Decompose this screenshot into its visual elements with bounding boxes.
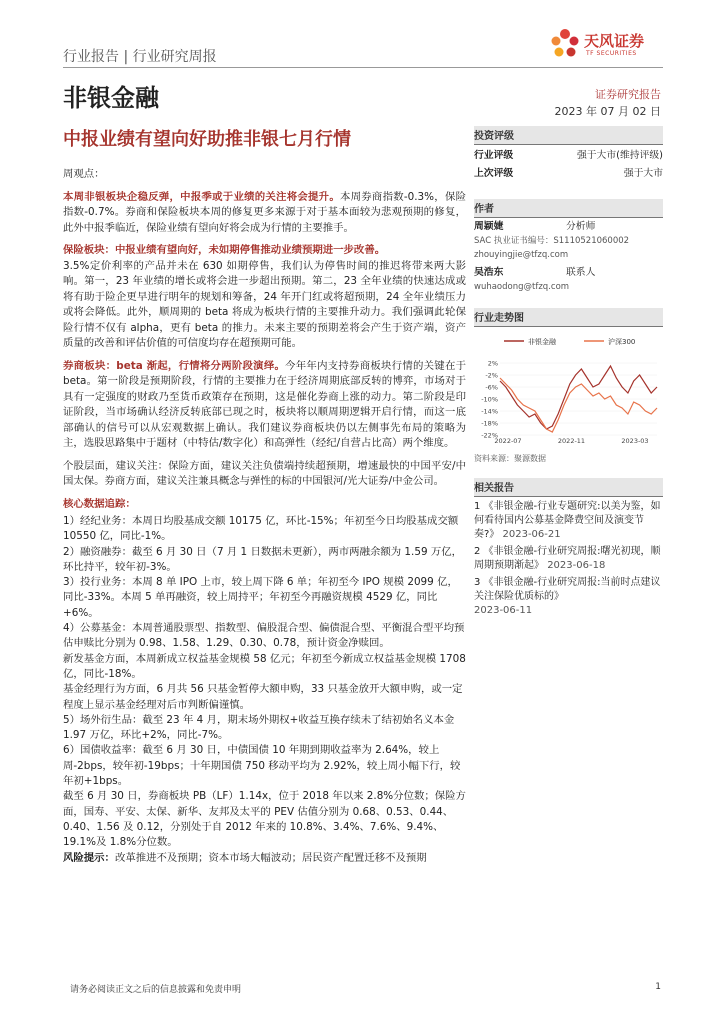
y-tick-label: -10% xyxy=(481,395,498,404)
tracking-item: 截至 6 月 30 日，券商板块 PB（LF）1.14x，位于 2018 年以来 2.8%分位数；保险方面，国寿、平安、太保、新华、友邦及太平的 PEV 估值分别为 0.68、0.53、0.44、0.40、1.56 及 0.12，分别处于自 2012 年来的 10.8%、3.4%、7.6%、9.4%、19.1%及 1.8%分位数。 xyxy=(63,790,466,849)
x-tick-label: 2022-07 xyxy=(494,437,522,445)
y-tick-label: -14% xyxy=(481,407,498,416)
trend-chart xyxy=(474,331,663,451)
paragraph-body: 今年年内支持券商板块行情的关键在于 beta。第一阶段是预期阶段，行情的主要推力在于经济周期底部反转的博弈，市场对于具有一定强度的财政乃至货币政策存在预期，这是催化券商上涨的动力。第二阶段是印证阶段，当市场确认经济反转底部已现之时，板块将以顺周期逻辑开启行情，而这一底部确认的信号可以从宏观数据上确认。我们建议券商板块仍以左侧事先布局的策略为主，选股思路集中于题材（中特估/数字化）和高弹性（经纪/自营占比高）两个维度。 xyxy=(63,359,466,449)
header-divider xyxy=(63,67,663,68)
report-title: 中报业绩有望向好助推非银七月行情 xyxy=(63,129,351,150)
related-report-item[interactable] xyxy=(474,545,663,573)
rating-key: 上次评级 xyxy=(474,168,514,179)
paragraph-stocks: 个股层面，建议关注：保险方面，建议关注负债端持续超预期，增速最快的中国平安/中国太保。券商方面，建议关注兼具概念与弹性的标的中国银河/光大证券/中金公司。 xyxy=(63,459,466,487)
paragraph-brokerage xyxy=(63,359,466,452)
author-email[interactable]: wuhaodong@tfzq.com xyxy=(474,282,570,292)
report-kind: 证券研究报告 xyxy=(595,88,661,101)
y-tick-label: -6% xyxy=(485,383,498,392)
related-report-title: 3 《非银金融-行业研究周报:当前时点建议关注保险优质标的》 xyxy=(474,577,661,602)
author-email[interactable]: zhouyingjie@tfzq.com xyxy=(474,250,569,260)
company-logo xyxy=(548,24,668,64)
related-report-title: 1 《非银金融-行业专题研究:以美为鉴，如何看待国内公募基金降费空间及演变节奏?》 xyxy=(474,501,661,540)
author-role: 联系人 xyxy=(566,267,596,278)
tracking-item: 5）场外衍生品：截至 23 年 4 月，期末场外期权+收益互换存续未了结初始名义本金 1.97 万亿，环比+2%，同比-7%。 xyxy=(63,713,455,742)
legend-label: 沪深300 xyxy=(608,338,636,346)
rating-row xyxy=(474,163,663,181)
tracking-item: 3）投行业务：本周 8 单 IPO 上市，较上周下降 6 单；年初至今 IPO 规模 2099 亿，同比-33%。本周 5 单再融资，较上周持平；年初至今再融资规模 4529 亿，同比+6%。 xyxy=(63,576,458,619)
related-report-date: 2023-06-21 xyxy=(502,529,561,540)
tracking-list xyxy=(63,514,466,866)
x-tick-label: 2023-03 xyxy=(621,437,649,445)
trend-chart-svg xyxy=(474,331,663,449)
author-block xyxy=(474,220,663,294)
tracking-item: 6）国债收益率：截至 6 月 30 日，中债国债 10 年期到期收益率为 2.64%，较上周-2bps，较年初-19bps；十年期国债 750 移动平均为 2.92%，较上周小幅下行，较年初+1bps。 xyxy=(63,744,461,788)
tracking-item: 新发基金方面，本周新成立权益基金规模 58 亿元；年初至今新成立权益基金规模 1708 亿，同比-18%。 xyxy=(63,652,466,680)
y-tick-label: -2% xyxy=(485,371,498,380)
author-section-title: 作者 xyxy=(474,199,663,218)
paragraph-lead: 保险板块：中报业绩有望向好，未如期停售推动业绩预期进一步改善。 xyxy=(63,244,386,256)
paragraph-insurance xyxy=(63,243,466,352)
paragraph-body: 本周券商指数-0.3%，保险指数-0.7%。券商和保险板块本周的修复更多来源于对于基本面较为悲观预期的修复，此外中报季临近，保险业绩有望向好将会成为行情的主要推手。 xyxy=(63,190,466,234)
related-report-date: 2023-06-11 xyxy=(474,605,533,616)
intro-label: 周观点： xyxy=(63,168,105,180)
x-tick-label: 2022-11 xyxy=(557,437,586,445)
page-number: 1 xyxy=(655,982,661,992)
tracking-item: 1）经纪业务：本周日均股基成交额 10175 亿，环比-15%；年初至今日均股基成交额 10550 亿，同比-1%。 xyxy=(63,515,459,543)
author-name: 吴浩东 xyxy=(474,267,504,278)
tracking-item: 基金经理行为方面，6 月共 56 只基金暂停大额申购，33 只基金放开大额申购，或一定程度上显示基金经理对后市判断偏谨慎。 xyxy=(63,683,463,711)
series-line-sector xyxy=(500,366,657,429)
author-name: 周颖婕 xyxy=(474,221,504,232)
logo-flower-icon xyxy=(548,26,582,60)
rating-section-title: 投资评级 xyxy=(474,126,663,145)
legend-label: 非银金融 xyxy=(528,338,556,346)
main-column xyxy=(63,167,466,866)
chart-source: 资料来源：聚源数据 xyxy=(474,454,546,463)
paragraph-lead: 券商板块：beta 渐起，行情将分两阶段演绎。 xyxy=(63,359,286,372)
author-cert: SAC 执业证书编号：S1110521060002 xyxy=(474,236,630,246)
logo-text-cn: 天风证券 xyxy=(584,32,645,50)
sector-title: 非银金融 xyxy=(63,84,159,112)
rating-row xyxy=(474,145,663,163)
risk-lead: 风险提示： xyxy=(63,851,115,864)
rating-value: 强于大市(维持评级) xyxy=(576,150,663,161)
report-date: 2023 年 07 月 02 日 xyxy=(554,105,661,118)
tracking-item: 4）公募基金：本周普通股票型、指数型、偏股混合型、偏债混合型、平衡混合型平均预估申赎比分别为 0.98、1.58、1.29、0.30、0.78，预计资金净赎回。 xyxy=(63,622,465,650)
report-category: 行业报告 | 行业研究周报 xyxy=(63,49,217,65)
related-section-title: 相关报告 xyxy=(474,478,663,497)
paragraph-market xyxy=(63,190,466,237)
risk-body: 改革推进不及预期；资本市场大幅波动；居民资产配置迁移不及预期 xyxy=(114,851,427,864)
chart-section-title: 行业走势图 xyxy=(474,308,663,327)
tracking-title: 核心数据追踪： xyxy=(63,497,136,510)
y-tick-label: 2% xyxy=(487,359,498,368)
tracking-item: 2）融资融券：截至 6 月 30 日（7 月 1 日数据未更新），两市两融余额为 1.59 万亿，环比持平，较年初-3%。 xyxy=(63,545,463,573)
related-report-item[interactable] xyxy=(474,576,663,618)
logo-text-en: TF SECURITIES xyxy=(586,50,637,57)
related-report-item[interactable] xyxy=(474,500,663,542)
related-report-title: 2 《非银金融-行业研究周报:曙光初现，顺周期预期渐起》 xyxy=(474,546,661,571)
related-reports xyxy=(474,500,663,618)
paragraph-body: 3.5%定价利率的产品并未在 630 如期停售，我们认为停售时间的推迟将带来两大影响。第一，23 年业绩的增长或将会进一步超出预期。第二，23 全年业绩的快速达成或将有助于险企更早进行明年的规划和筹备，24 年开门红或将超预期，24 全年业绩压力或将会降低。此外，顺周期的 beta 将成为板块行情的主要推升动力。我们强调此轮保险行情不仅有 alpha，更有 beta 的推力。未来主要的预期差将会产生于资产端，资产质量的改善和评估价值的可信度均存在超预期可能。 xyxy=(63,259,466,349)
rating-value: 强于大市 xyxy=(623,168,663,179)
risk-warning xyxy=(63,851,466,866)
sidebar xyxy=(474,126,663,618)
paragraph-lead: 本周非银板块企稳反弹，中报季或于业绩的关注将会提升。 xyxy=(63,190,340,203)
rating-key: 行业评级 xyxy=(474,150,514,161)
y-tick-label: -22% xyxy=(481,431,498,440)
footer-disclaimer: 请务必阅读正文之后的信息披露和免责申明 xyxy=(70,985,242,995)
series-line-index xyxy=(500,378,657,432)
y-tick-label: -18% xyxy=(481,419,498,428)
author-role: 分析师 xyxy=(566,221,596,232)
related-report-date: 2023-06-18 xyxy=(547,560,606,571)
